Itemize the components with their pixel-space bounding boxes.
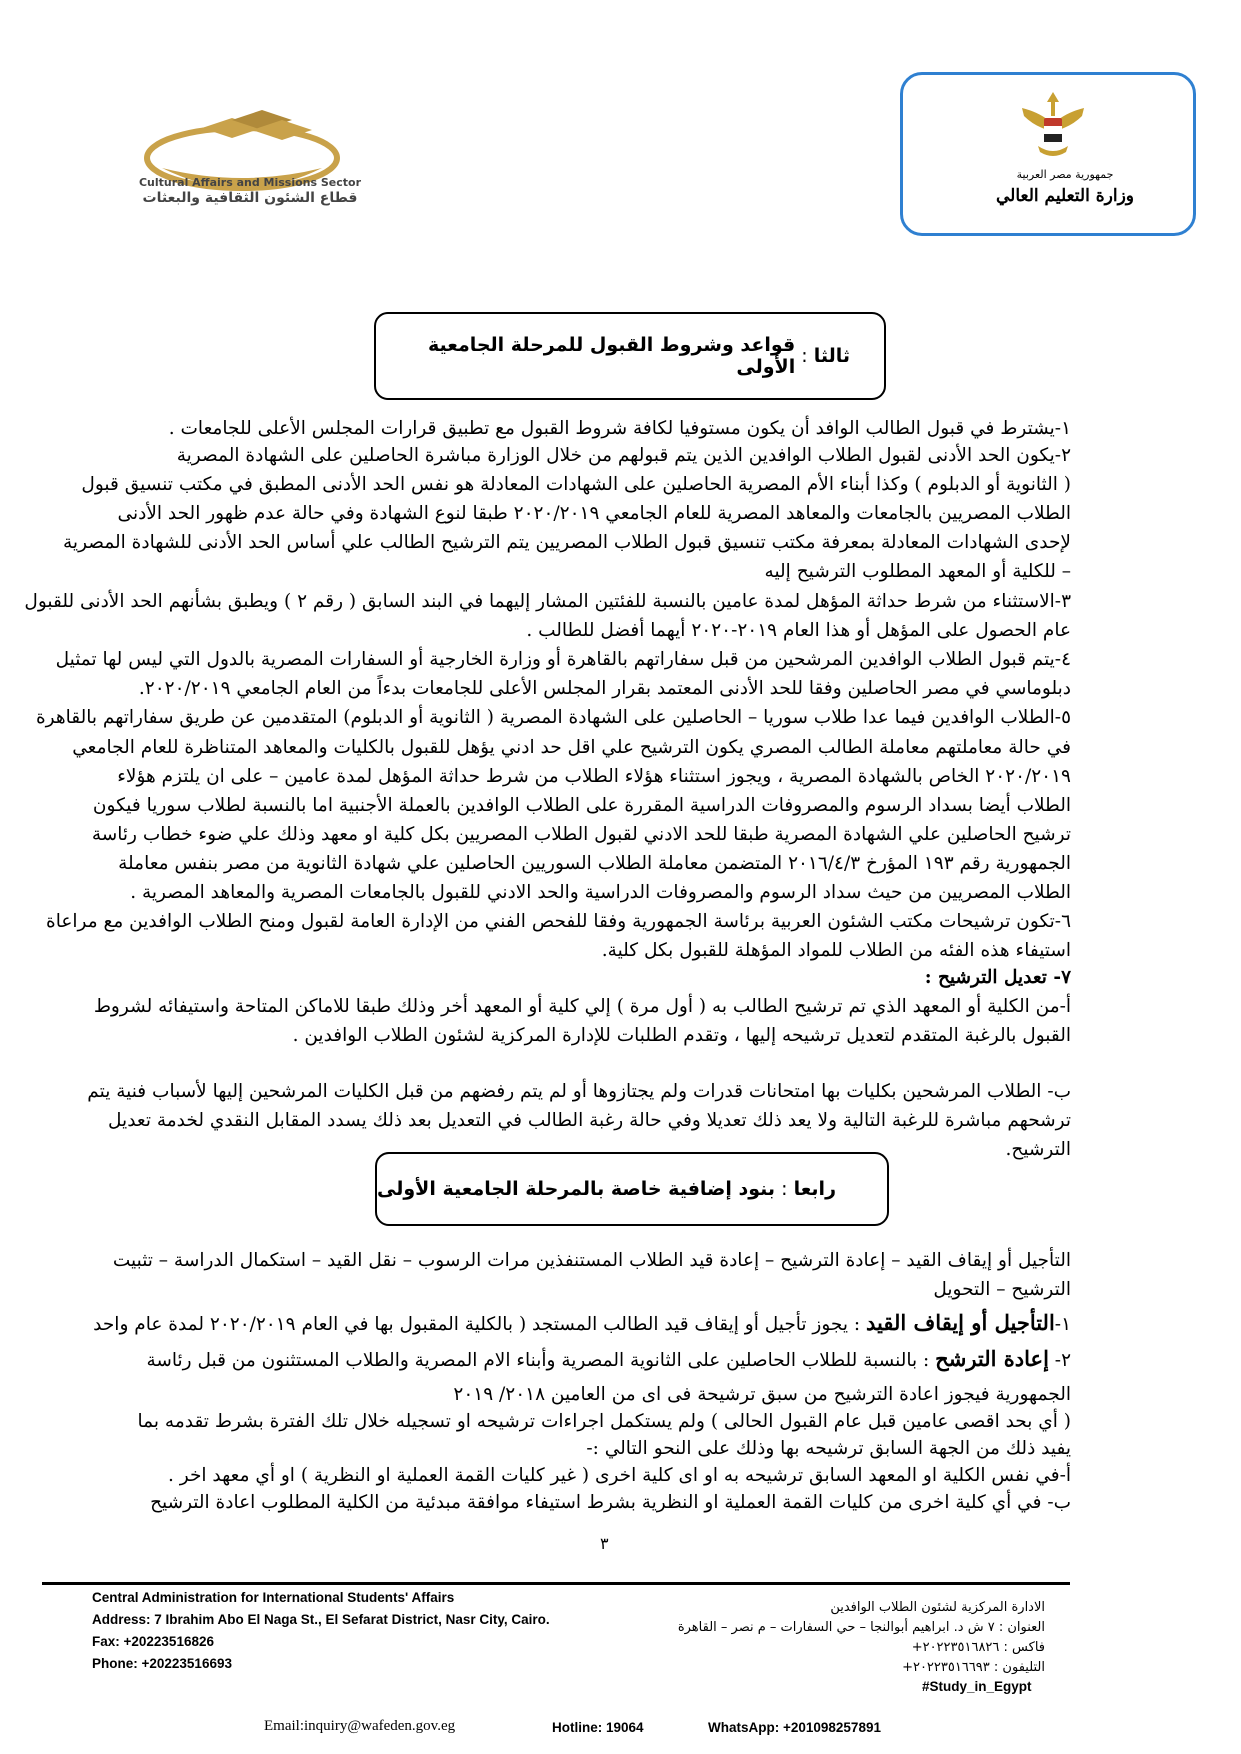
section-3-line-11: ٥-الطلاب الوافدين فيما عدا طلاب سوريا – الحاصلين على الشهادة المصرية ( الثانوية أو الدبلوم) المتقدمين عن طريق سفاراتهم بالقاهرة: [35, 707, 1071, 728]
footer-fax-ar: فاكس : ٢٠٢٢٣٥١٦٨٢٦+: [911, 1640, 1045, 1655]
section-3-line-16: الجمهورية رقم ١٩٣ المؤرخ ٢٠١٦/٤/٣ المتضمن معاملة الطلاب السوريين الحاصلين علي شهادة الثانوية من مصر بنفس معاملة: [118, 853, 1071, 874]
section-3-line-13: ٢٠٢٠/٢٠١٩ الخاص بالشهادة المصرية ، ويجوز استثناء هؤلاء الطلاب من شرط حداثة المؤهل لمدة عامين – على ان يلتزم هؤلاء: [117, 766, 1071, 787]
footer-whatsapp: WhatsApp: +201098257891: [708, 1720, 881, 1735]
footer-admin-ar: الادارة المركزية لشئون الطلاب الوافدين: [830, 1600, 1045, 1615]
section-4-title: بنود إضافية خاصة بالمرحلة الجامعية الأولى: [377, 1178, 776, 1200]
section-3-line-2: ٢-يكون الحد الأدنى لقبول الطلاب الوافدين الذين يتم قبولهم من خلال الوزارة مباشرة الحاصلين على الشهادة المصرية: [176, 445, 1071, 466]
eagle-emblem-icon: [1018, 86, 1088, 166]
footer-fax-en: Fax: +20223516826: [92, 1634, 214, 1649]
footer-admin-en: Central Administration for International Students' Affairs: [92, 1590, 455, 1605]
item-1-text: : يجوز تأجيل أو إيقاف قيد الطالب المستجد ( بالكلية المقبول بها في العام ٢٠٢٠/٢٠١٩ لمدة عام واحد: [93, 1314, 866, 1335]
ministry-country: جمهورية مصر العربية: [1016, 168, 1114, 181]
item-2-line-3: يفيد ذلك من الجهة السابق ترشيحه بها وذلك على النحو التالي :-: [586, 1438, 1071, 1459]
footer-address-en: Address: 7 Ibrahim Abo El Naga St., El Sefarat District, Nasr City, Cairo.: [92, 1612, 550, 1627]
section-3-line-14: الطلاب أيضا بسداد الرسوم والمصروفات الدراسية المقررة على الطلاب الوافدين بالعملة الأجنبية اما بالنسبة لطلاب سوريا فيكون: [92, 795, 1071, 816]
section-3-line-18: ٦-تكون ترشيحات مكتب الشئون العربية برئاسة الجمهورية وفقا للفحص الفني من الإدارة العامة لقبول ومنح الطلاب الوافدين مع مراعاة: [46, 911, 1071, 932]
section-4-intro-line-1: التأجيل أو إيقاف القيد – إعادة الترشيح – إعادة قيد الطلاب المستنفذين مرات الرسوب – نقل القيد – استكمال الدراسة – تثبيت: [112, 1250, 1071, 1271]
footer-address-ar: العنوان : ٧ ش د. ابراهيم أبوالنجا – حي السفارات – م نصر – القاهرة: [677, 1620, 1045, 1635]
section-3-line-1: ١-يشترط في قبول الطالب الوافد أن يكون مستوفيا لكافة شروط القبول مع تطبيق قرارات المجلس الأعلى للجامعات .: [168, 418, 1071, 439]
section-3-title-prefix: ثالثا: [813, 345, 850, 367]
section-3-line-3: ( الثانوية أو الدبلوم ) وكذا أبناء الأم المصرية الحاصلين على الشهادات المعادلة هو نفس الحد الأدنى المطبق في مكتب تنسيق قبول: [81, 474, 1071, 495]
footer-hashtag: #Study_in_Egypt: [922, 1679, 1032, 1694]
section-3-line-12: في حالة معاملتهم معاملة الطالب المصري يكون الترشيح علي اقل حد ادني يؤهل للقبول بالكليات والمعاهد المتناظرة للعام الجامعي: [72, 737, 1071, 758]
section-3-line-15: ترشيح الحاصلين علي الشهادة المصرية طبقا للحد الادني لقبول الطلاب المصريين بكل كلية او معهد وذلك علي ضوء خطاب رئاسة: [91, 824, 1071, 845]
section-4-item-1: [93, 1308, 1071, 1340]
item-7-line-2: القبول بالرغبة المتقدم لتعديل ترشيحه إليها ، وتقدم الطلبات للإدارة المركزية لشئون الطلاب الوافدين .: [292, 1025, 1071, 1046]
item-7-line-1: أ-من الكلية أو المعهد الذي تم ترشيح الطالب به ( أول مرة ) إلي كلية أو المعهد أخر وذلك طبقا للاماكن المتاحة واستيفائه لشروط: [93, 996, 1071, 1017]
section-3-line-17: الطلاب المصريين من حيث سداد الرسوم والمصروفات الدراسية والحد الادني للقبول بالجامعات المصرية والمعاهد المصرية .: [130, 882, 1071, 903]
item-2-line-1: الجمهورية فيجوز اعادة الترشيح من سبق ترشيحة فى اى من العامين ٢٠١٨/ ٢٠١٩: [453, 1384, 1071, 1405]
footer-email[interactable]: Email:inquiry@wafeden.gov.eg: [264, 1718, 456, 1734]
sector-name-en: Cultural Affairs and Missions Sector: [138, 176, 362, 189]
page-number: ٣: [600, 1534, 609, 1553]
item-7-line-5: الترشيح.: [1005, 1139, 1071, 1160]
item-2-line-5: ب- في أي كلية اخرى من كليات القمة العملية او النظرية بشرط استيفاء موافقة مبدئية من الكلية المطلوب اعادة الترشيح: [150, 1492, 1071, 1513]
section-4-title-prefix: رابعا: [793, 1178, 837, 1200]
section-3-title-separator: :: [795, 345, 814, 367]
section-3-line-19: استيفاء هذه الفئه من الطلاب للمواد المؤهلة للقبول بكل كلية.: [601, 940, 1071, 961]
item-2-heading: إعادة الترشح: [935, 1346, 1049, 1371]
item-2-text: : بالنسبة للطلاب الحاصلين على الثانوية المصرية وأبناء الام المصرية والطلاب المستثنون من قبل رئاسة: [146, 1350, 936, 1371]
item-7-line-4: ترشحهم مباشرة للرغبة التالية ولا يعد ذلك تعديلا وفي حالة رغبة الطالب في التعديل بعد ذلك يسدد المقابل النقدي لخدمة تعديل: [108, 1110, 1071, 1131]
section-4-title-separator: :: [775, 1178, 794, 1200]
section-3-line-6: – للكلية أو المعهد المطلوب الترشيح إليه: [764, 561, 1071, 582]
section-3-title-box: [374, 312, 886, 400]
item-1-number: ١-: [1054, 1314, 1071, 1335]
item-1-heading: التأجيل أو إيقاف القيد: [866, 1310, 1055, 1335]
section-3-line-8: عام الحصول على المؤهل أو هذا العام ٢٠١٩-٢٠٢٠ أيهما أفضل للطالب .: [526, 620, 1071, 641]
section-3-title: قواعد وشروط القبول للمرحلة الجامعية الأولى: [427, 334, 796, 378]
section-4-intro-line-2: الترشيح – التحويل: [933, 1279, 1071, 1300]
section-3-line-7: ٣-الاستثناء من شرط حداثة المؤهل لمدة عامين بالنسبة للفئتين المشار إليهما في البند السابق ( رقم ٢ ) ويطبق بشأنهم الحد الأدنى للقبول: [24, 591, 1071, 612]
sector-name-ar: قطاع الشئون الثقافية والبعثات: [142, 190, 358, 206]
item-2-line-4: أ-في نفس الكلية او المعهد السابق ترشيحه به او اى كلية اخرى ( غير كليات القمة العملية او النظرية ) او أي معهد اخر .: [167, 1465, 1071, 1486]
section-4-title-box: [375, 1152, 889, 1226]
item-2-line-2: ( أي بحد اقصى عامين قبل عام القبول الحالى ) ولم يستكمل اجراءات ترشيحه او تسجيله خلال تلك الفترة بشرط تقدمه بما: [137, 1411, 1071, 1432]
footer-hotline: Hotline: 19064: [552, 1720, 644, 1735]
section-4-item-2: [146, 1344, 1071, 1376]
footer-phone-en: Phone: +20223516693: [92, 1656, 232, 1671]
footer-phone-ar: التليفون : ٢٠٢٢٣٥١٦٦٩٣+: [902, 1660, 1045, 1675]
footer-divider: [42, 1582, 1070, 1585]
section-3-line-5: لإحدى الشهادات المعادلة بمعرفة مكتب تنسيق قبول الطلاب المصريين يتم الترشيح الطالب علي أساس الحد الأدنى للشهادة المصرية: [63, 532, 1071, 553]
section-3-line-4: الطلاب المصريين بالجامعات والمعاهد المصرية للعام الجامعي ٢٠٢٠/٢٠١٩ طبقا لنوع الشهادة وفي حالة عدم ظهور الحد الأدنى: [117, 503, 1071, 524]
section-3-line-9: ٤-يتم قبول الطلاب الوافدين المرشحين من قبل سفاراتهم بالقاهرة أو وزارة الخارجية أو السفارات المصرية بالدول التي ليس لها تمثيل: [55, 649, 1071, 670]
item-7-line-3: ب- الطلاب المرشحين بكليات بها امتحانات قدرات ولم يجتازوها أو لم يتم رفضهم من قبل الكليات المرشحين إليها لأسباب فنية يتم: [87, 1081, 1071, 1102]
ministry-name: وزارة التعليم العالي: [995, 186, 1135, 206]
item-7-heading: ٧- تعديل الترشيح :: [924, 967, 1071, 988]
item-2-number: ٢-: [1048, 1350, 1071, 1371]
section-3-line-10: دبلوماسي في مصر الحاصلين وفقا للحد الأدنى المعتمد بقرار المجلس الأعلى للجامعات بدءاً من العام الجامعي ٢٠٢٠/٢٠١٩.: [138, 678, 1071, 699]
